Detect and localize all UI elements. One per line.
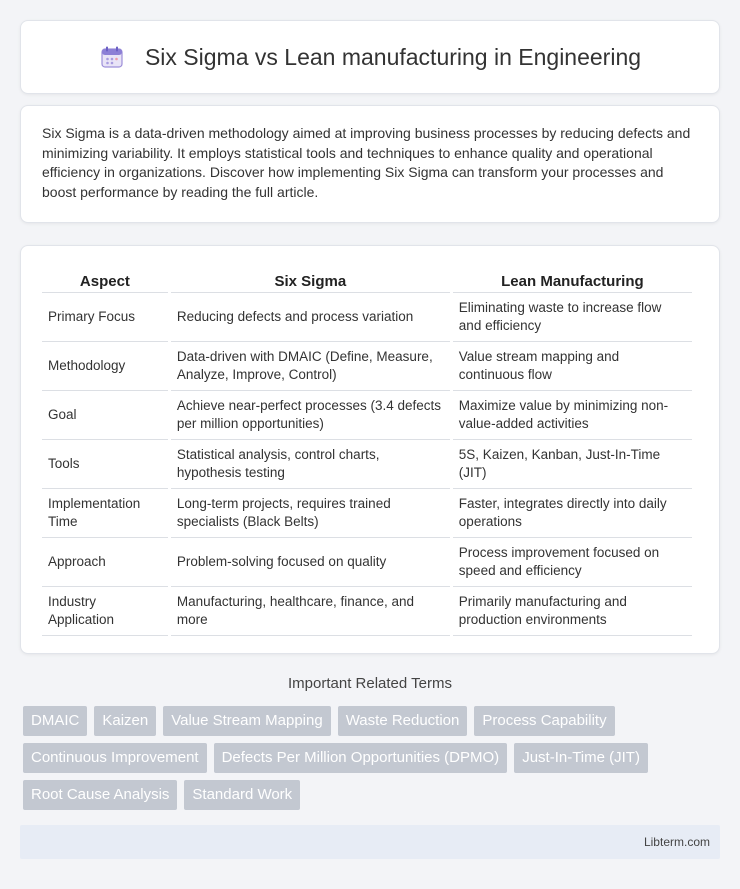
- cell-lean: 5S, Kaizen, Kanban, Just-In-Time (JIT): [453, 440, 692, 489]
- cell-lean: Process improvement focused on speed and efficiency: [453, 538, 692, 587]
- cell-aspect: Tools: [42, 440, 168, 489]
- cell-six-sigma: Statistical analysis, control charts, hypothesis testing: [171, 440, 450, 489]
- table-row: [42, 489, 692, 538]
- cell-lean: Eliminating waste to increase flow and efficiency: [453, 293, 692, 342]
- intro-card: [20, 105, 720, 223]
- table-row: [42, 538, 692, 587]
- cell-aspect: Implementation Time: [42, 489, 168, 538]
- tag-kaizen[interactable]: Kaizen: [94, 706, 156, 736]
- footer: [20, 825, 720, 859]
- tag-process-capability[interactable]: Process Capability: [474, 706, 614, 736]
- comparison-table-card: [20, 245, 720, 654]
- cell-lean: Faster, integrates directly into daily operations: [453, 489, 692, 538]
- tag-dmaic[interactable]: DMAIC: [23, 706, 87, 736]
- title-card: [20, 20, 720, 94]
- cell-six-sigma: Achieve near-perfect processes (3.4 defects per million opportunities): [171, 391, 450, 440]
- page-title: Six Sigma vs Lean manufacturing in Engineering: [144, 43, 642, 70]
- cell-six-sigma: Reducing defects and process variation: [171, 293, 450, 342]
- intro-text: Six Sigma is a data-driven methodology aimed at improving business processes by reducing defects and minimizing variability. It employs statistical tools and techniques to enhance quality and operational efficiency in organizations. Discover how implementing Six Sigma can transform your processes and boost performance by reading the full article.: [42, 125, 691, 200]
- header-lean: Lean Manufacturing: [453, 264, 692, 293]
- tag-value-stream-mapping[interactable]: Value Stream Mapping: [163, 706, 330, 736]
- calendar-icon: [99, 44, 125, 70]
- cell-six-sigma: Problem-solving focused on quality: [171, 538, 450, 587]
- table-row: [42, 293, 692, 342]
- cell-six-sigma: Long-term projects, requires trained specialists (Black Belts): [171, 489, 450, 538]
- tag-dpmo[interactable]: Defects Per Million Opportunities (DPMO): [214, 743, 508, 773]
- footer-site-link[interactable]: Libterm.com: [643, 835, 710, 849]
- cell-lean: Primarily manufacturing and production environments: [453, 587, 692, 636]
- header-aspect: Aspect: [42, 264, 168, 293]
- table-row: [42, 587, 692, 636]
- header-six-sigma: Six Sigma: [171, 264, 450, 293]
- cell-lean: Value stream mapping and continuous flow: [453, 342, 692, 391]
- cell-lean: Maximize value by minimizing non-value-added activities: [453, 391, 692, 440]
- table-row: [42, 342, 692, 391]
- related-terms-title: Important Related Terms: [288, 675, 452, 692]
- comparison-table: [39, 264, 695, 636]
- cell-aspect: Approach: [42, 538, 168, 587]
- cell-aspect: Primary Focus: [42, 293, 168, 342]
- tag-just-in-time[interactable]: Just-In-Time (JIT): [514, 743, 648, 773]
- tag-root-cause-analysis[interactable]: Root Cause Analysis: [23, 780, 177, 810]
- cell-aspect: Goal: [42, 391, 168, 440]
- tag-standard-work[interactable]: Standard Work: [184, 780, 300, 810]
- cell-aspect: Industry Application: [42, 587, 168, 636]
- tag-waste-reduction[interactable]: Waste Reduction: [338, 706, 468, 736]
- cell-six-sigma: Manufacturing, healthcare, finance, and more: [171, 587, 450, 636]
- cell-aspect: Methodology: [42, 342, 168, 391]
- cell-six-sigma: Data-driven with DMAIC (Define, Measure, Analyze, Improve, Control): [171, 342, 450, 391]
- table-header-row: [42, 264, 692, 293]
- related-terms-list: [23, 706, 723, 810]
- tag-continuous-improvement[interactable]: Continuous Improvement: [23, 743, 207, 773]
- table-row: [42, 391, 692, 440]
- table-row: [42, 440, 692, 489]
